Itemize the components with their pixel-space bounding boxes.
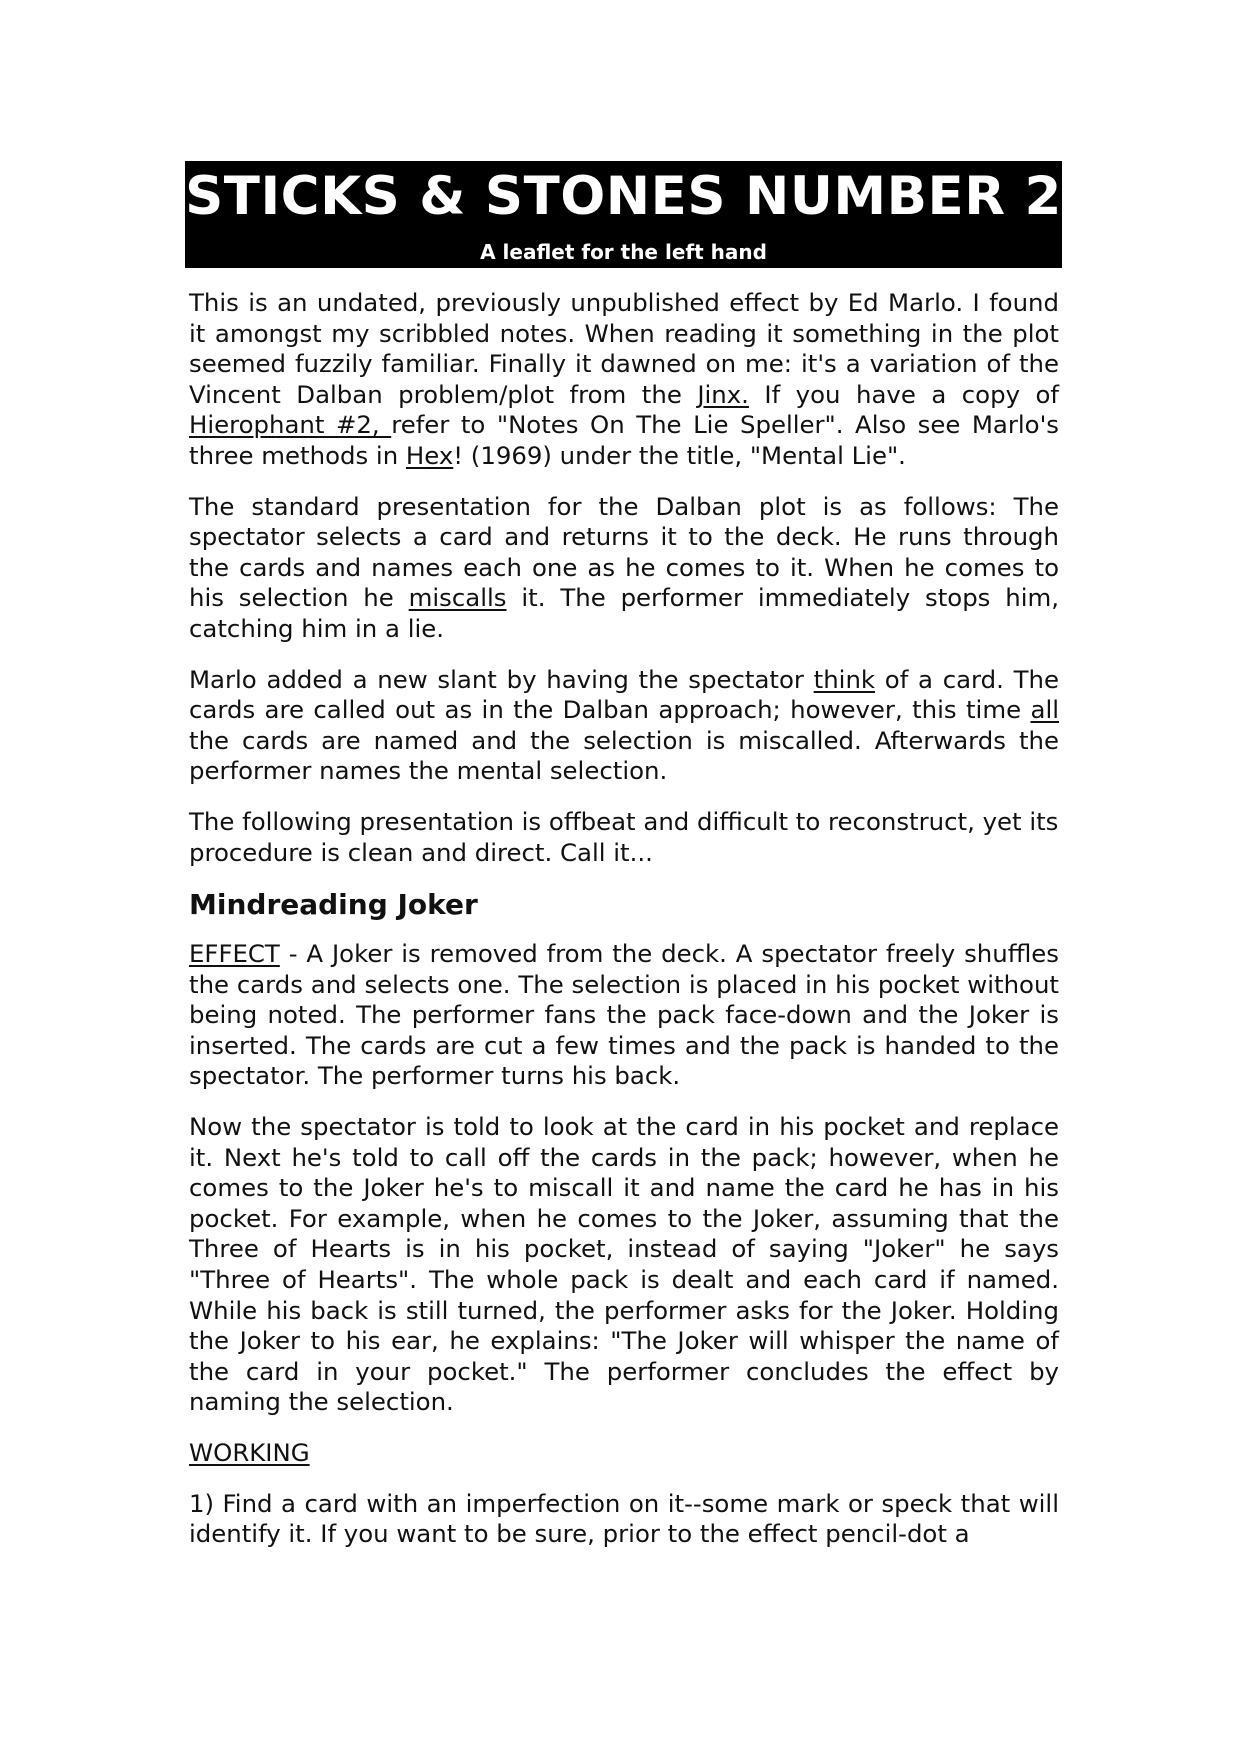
link-jinx[interactable]: Jinx.	[697, 379, 749, 409]
working-step-1: 1) Find a card with an imperfection on it--some mark or speck that will identify it. If you want to be sure, prior to the effect pencil-dot a	[189, 1488, 1059, 1549]
marlo-paragraph	[189, 665, 1059, 787]
text-run: the cards are named and the selection is miscalled. Afterwards the performer names the mental selection.	[189, 725, 1059, 786]
working-heading	[189, 1438, 1059, 1469]
text-run: - A Joker is removed from the deck. A spectator freely shuffles the cards and selects one. The selection is placed in his pocket without being noted. The performer fans the pack face-down and the Joker is inserted. The cards are cut a few times and the pack is handed to the spectator. The performer turns his back.	[189, 939, 1059, 1091]
effect-paragraph	[189, 939, 1059, 1092]
text-run: of a card. The cards are called out as in the Dalban approach; however, this time	[189, 664, 1059, 725]
emphasis-think: think	[813, 664, 876, 694]
dalban-paragraph	[189, 492, 1059, 645]
intro-paragraph	[189, 288, 1059, 472]
working-label: WORKING	[189, 1438, 310, 1467]
text-run: it. The performer immediately stops him, catching him in a lie.	[189, 583, 1060, 643]
emphasis-all: all	[1030, 695, 1059, 725]
text-run: refer to "Notes On The Lie Speller". Also see Marlo's three methods in	[189, 410, 1059, 470]
link-hierophant[interactable]: Hierophant #2,	[189, 410, 392, 440]
article-body	[189, 288, 1059, 1570]
link-hex[interactable]: Hex	[405, 440, 454, 470]
text-run: ! (1969) under the title, "Mental Lie".	[453, 440, 906, 470]
text-run: If you have a copy of	[748, 379, 1059, 409]
procedure-paragraph: Now the spectator is told to look at the card in his pocket and replace it. Next he's told to call off the cards in the pack; however, when he comes to the Joker he's to miscall it and name the card he has in his pocket. For example, when he comes to the Joker, assuming that the Three of Hearts is in his pocket, instead of saying "Joker" he says "Three of Hearts". The whole pack is dealt and each card if named. While his back is still turned, the performer asks for the Joker. Holding the Joker to his ear, he explains: "The Joker will whisper the name of the card in your pocket." The performer concludes the effect by naming the selection.	[189, 1112, 1059, 1417]
text-run: This is an undated, previously unpublished effect by Ed Marlo. I found it amongst my scribbled notes. When reading it something in the plot seemed fuzzily familiar. Finally it dawned on me: it's a variation of the Vincent Dalban problem/plot from the	[189, 288, 1059, 409]
title-banner	[185, 161, 1062, 268]
presentation-paragraph: The following presentation is offbeat and difficult to reconstruct, yet its procedure is clean and direct. Call it...	[189, 806, 1059, 867]
emphasis-miscalls: miscalls	[408, 583, 507, 613]
text-run: The standard presentation for the Dalban plot is as follows: The spectator selects a card and returns it to the deck. He runs through the cards and names each one as he comes to it. When he comes to his selection he	[189, 491, 1059, 613]
page-subtitle: A leaflet for the left hand	[480, 240, 767, 264]
section-heading: Mindreading Joker	[189, 888, 478, 922]
effect-label: EFFECT	[189, 939, 280, 969]
text-run: Marlo added a new slant by having the spectator	[189, 664, 814, 694]
page-title: STICKS & STONES NUMBER 2	[185, 166, 1062, 227]
